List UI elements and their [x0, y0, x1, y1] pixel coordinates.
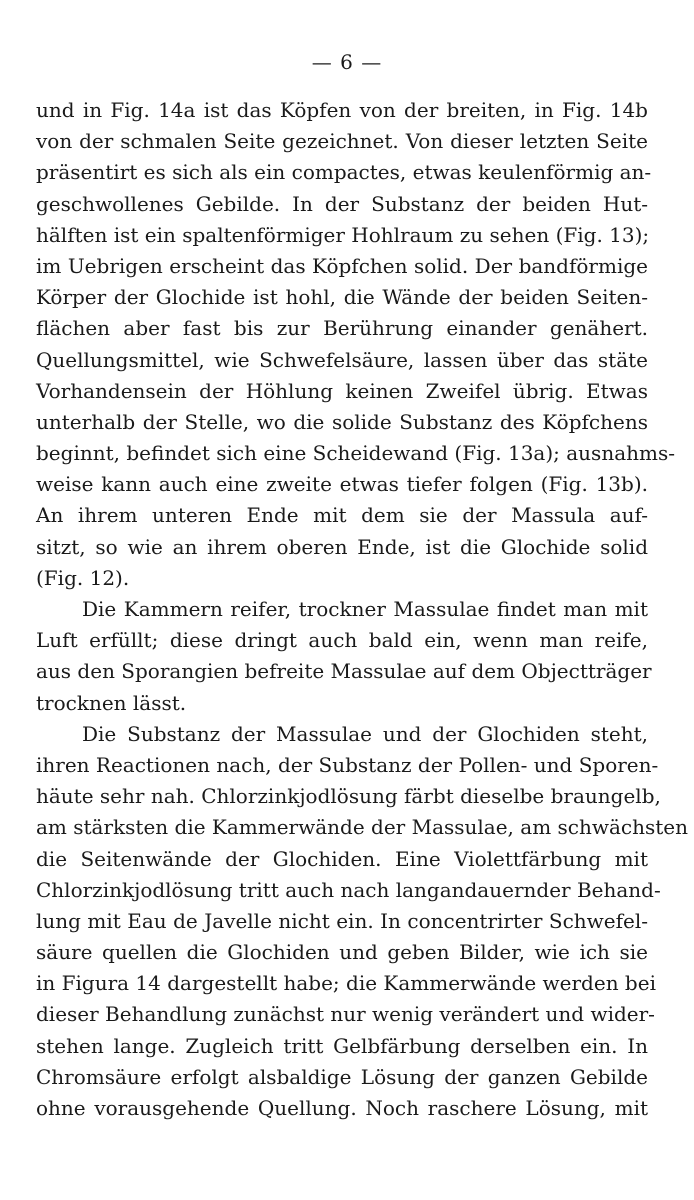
text-line: flächen aber fast bis zur Berührung einander genähert. — [36, 316, 648, 341]
text-line: unterhalb der Stelle, wo die solide Substanz des Köpfchens — [36, 409, 648, 434]
text-line: Chromsäure erfolgt alsbaldige Lösung der ganzen Gebilde — [36, 1064, 648, 1089]
paragraph-1 — [36, 95, 675, 594]
text-line: von der schmalen Seite gezeichnet. Von dieser letzten Seite — [36, 129, 648, 154]
text-line: trocknen lässt. — [36, 690, 187, 715]
text-line: ihren Reactionen nach, der Substanz der Pollen- und Sporen- — [36, 752, 659, 777]
text-line: lung mit Eau de Javelle nicht ein. In concentrirter Schwefel- — [36, 908, 648, 933]
text-line: hälften ist ein spaltenförmiger Hohlraum zu sehen (Fig. 13); — [36, 222, 650, 247]
text-line: präsentirt es sich als ein compactes, etwas keulenförmig an- — [36, 160, 652, 185]
text-line: geschwollenes Gebilde. In der Substanz der beiden Hut- — [36, 191, 648, 216]
text-line: Chlorzinkjodlösung tritt auch nach langandauernder Behand- — [36, 877, 661, 902]
text-line: Quellungsmittel, wie Schwefelsäure, lassen über das stäte — [36, 347, 648, 372]
text-line: häute sehr nah. Chlorzinkjodlösung färbt dieselbe braungelb, — [36, 784, 661, 809]
text-line: weise kann auch eine zweite etwas tiefer folgen (Fig. 13b). — [36, 472, 648, 497]
text-line: Die Substanz der Massulae und der Glochiden steht, — [82, 721, 648, 746]
text-line: am stärksten die Kammerwände der Massulae, am schwächsten — [36, 815, 689, 840]
paragraph-3 — [36, 719, 689, 1124]
text-line: Die Kammern reifer, trockner Massulae findet man mit — [82, 597, 648, 621]
text-line: dieser Behandlung zunächst nur wenig verändert und wider- — [36, 1002, 655, 1027]
body-text — [36, 95, 689, 1124]
text-line: An ihrem unteren Ende mit dem sie der Massula auf- — [36, 503, 648, 528]
text-line: Luft erfüllt; diese dringt auch bald ein, wenn man reife, — [36, 628, 648, 653]
page-number: — 6 — — [311, 50, 383, 74]
text-line: aus den Sporangien befreite Massulae auf dem Objectträger — [36, 659, 652, 684]
text-line: und in Fig. 14a ist das Köpfen von der breiten, in Fig. 14b — [36, 98, 648, 122]
text-line: beginnt, befindet sich eine Scheidewand (Fig. 13a); ausnahms- — [36, 441, 675, 466]
text-line: säure quellen die Glochiden und geben Bilder, wie ich sie — [36, 940, 648, 965]
text-line: in Figura 14 dargestellt habe; die Kammerwände werden bei — [36, 971, 656, 996]
text-line: ohne vorausgehende Quellung. Noch raschere Lösung, mit — [36, 1096, 648, 1120]
text-line: die Seitenwände der Glochiden. Eine Violettfärbung mit — [36, 846, 648, 871]
text-line: Körper der Glochide ist hohl, die Wände der beiden Seiten- — [36, 285, 648, 310]
text-line: Vorhandensein der Höhlung keinen Zweifel übrig. Etwas — [36, 378, 648, 403]
paragraph-2 — [36, 594, 652, 719]
text-line: stehen lange. Zugleich tritt Gelbfärbung derselben ein. In — [36, 1033, 648, 1058]
text-line: (Fig. 12). — [36, 565, 130, 590]
text-line: im Uebrigen erscheint das Köpfchen solid. Der bandförmige — [36, 253, 648, 278]
text-line: sitzt, so wie an ihrem oberen Ende, ist die Glochide solid — [36, 534, 648, 559]
